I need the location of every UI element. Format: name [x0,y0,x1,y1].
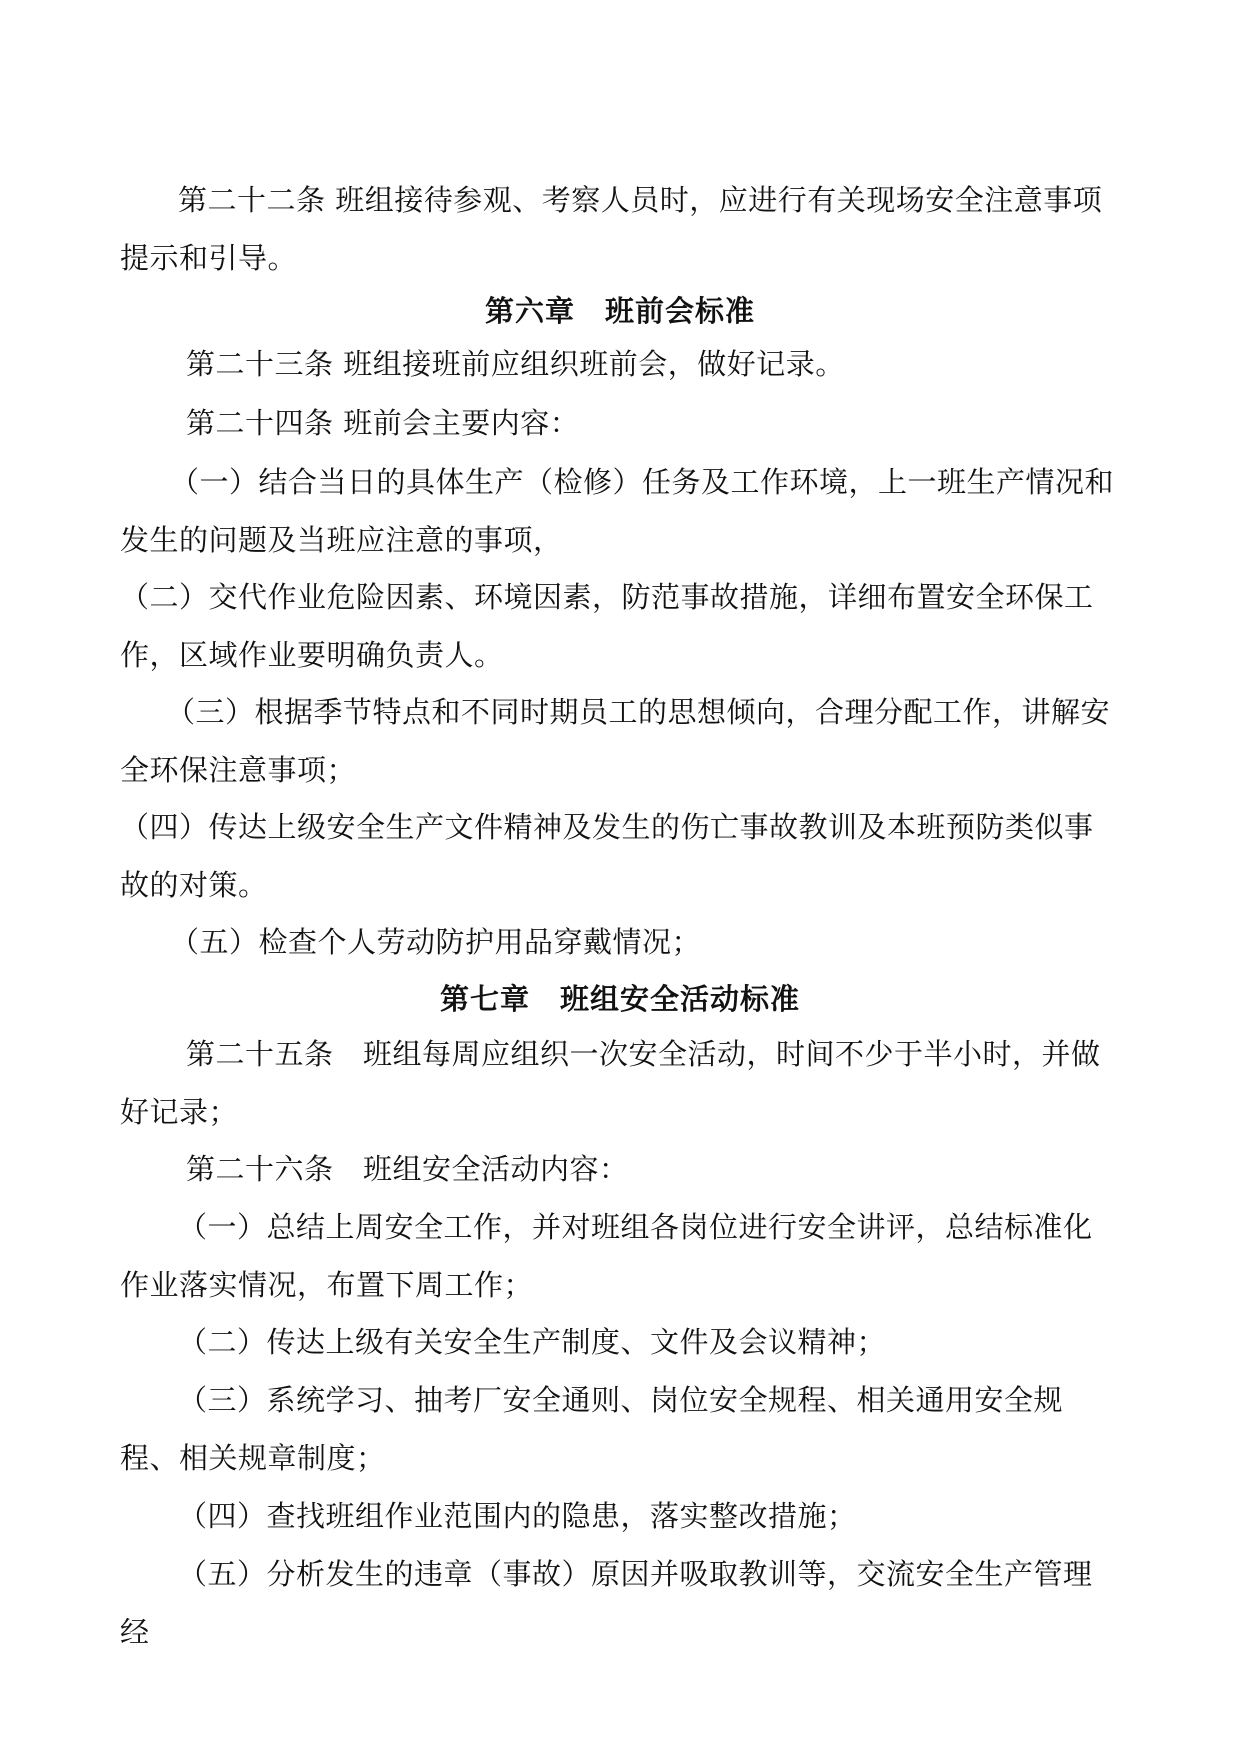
article-24-item-1: （一）结合当日的具体生产（检修）任务及工作环境，上一班生产情况和发生的问题及当班应注意的事项， [120,465,1115,557]
article-24-item-2: （二）交代作业危险因素、环境因素，防范事故措施，详细布置安全环保工作，区域作业要明确负责人。 [120,580,1094,672]
article-26: 第二十六条 班组安全活动内容： [186,1152,629,1186]
article-26-item-1: （一）总结上周安全工作，并对班组各岗位进行安全讲评，总结标准化作业落实情况，布置下周工作； [120,1210,1093,1302]
article-26-item-2: （二）传达上级有关安全生产制度、文件及会议精神； [178,1325,887,1359]
article-26-item-5: （五）分析发生的违章（事故）原因并吸取教训等，交流安全生产管理经 [120,1557,1093,1649]
article-26-item-4: （四）查找班组作业范围内的隐患，落实整改措施； [178,1499,857,1533]
chapter-6-heading: 第六章 班前会标准 [484,294,755,328]
article-22: 第二十二条 班组接待参观、考察人员时，应进行有关现场安全注意事项提示和引导。 [120,183,1103,275]
article-24-item-5: （五）检查个人劳动防护用品穿戴情况； [170,925,702,959]
article-25: 第二十五条 班组每周应组织一次安全活动，时间不少于半小时，并做好记录； [120,1037,1101,1129]
article-24: 第二十四条 班前会主要内容： [186,406,580,440]
article-23: 第二十三条 班组接班前应组织班前会，做好记录。 [186,347,845,381]
article-24-item-4: （四）传达上级安全生产文件精神及发生的伤亡事故教训及本班预防类似事故的对策。 [120,810,1094,902]
article-26-item-3: （三）系统学习、抽考厂安全通则、岗位安全规程、相关通用安全规程、相关规章制度； [120,1383,1064,1475]
chapter-7-heading: 第七章 班组安全活动标准 [439,982,800,1016]
article-24-item-3: （三）根据季节特点和不同时期员工的思想倾向，合理分配工作，讲解安全环保注意事项； [120,695,1111,787]
